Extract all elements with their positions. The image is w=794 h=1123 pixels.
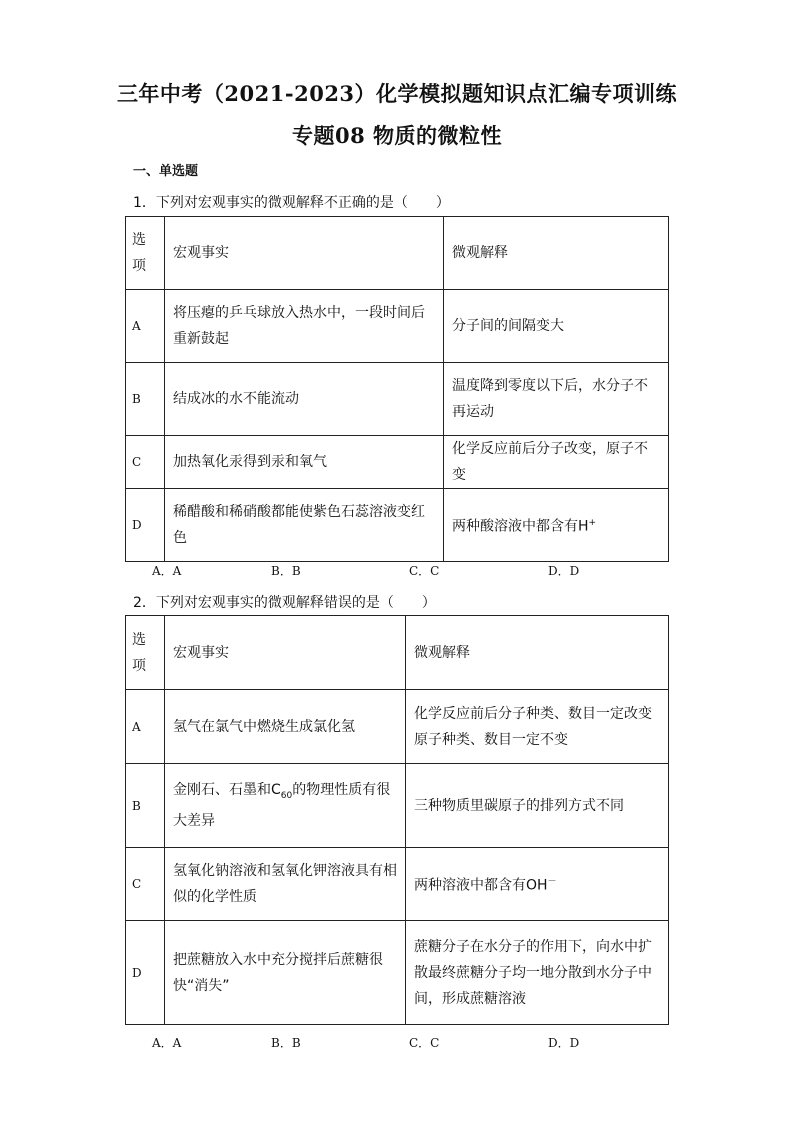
table-row bbox=[126, 290, 669, 363]
row-option: A bbox=[126, 290, 165, 363]
choice-b[interactable]: B．B bbox=[271, 1036, 301, 1050]
macro-text-pre: 金刚石、石墨和C bbox=[173, 781, 281, 798]
row-macro: 加热氧化汞得到汞和氧气 bbox=[165, 436, 444, 489]
header-macro: 宏观事实 bbox=[165, 217, 444, 290]
choice-c[interactable]: C．C bbox=[409, 564, 440, 578]
header-micro: 微观解释 bbox=[444, 217, 669, 290]
micro-text: 两种溶液中都含有OH bbox=[414, 877, 548, 894]
ion-charge: － bbox=[547, 877, 557, 888]
question-1-table bbox=[125, 216, 669, 562]
row-option: D bbox=[126, 489, 165, 562]
choice-d[interactable]: D．D bbox=[548, 1036, 580, 1050]
header-option bbox=[126, 616, 165, 690]
choice-b[interactable]: B．B bbox=[271, 564, 301, 578]
row-micro: 三种物质里碳原子的排列方式不同 bbox=[406, 764, 669, 848]
row-micro: 化学反应前后分子改变，原子不变 bbox=[444, 436, 669, 489]
row-option: C bbox=[126, 848, 165, 921]
table-row bbox=[126, 848, 669, 921]
row-micro bbox=[444, 489, 669, 562]
row-macro: 把蔗糖放入水中充分搅拌后蔗糖很快“消失” bbox=[165, 921, 406, 1025]
row-macro: 氢气在氯气中燃烧生成氯化氢 bbox=[165, 690, 406, 764]
table-header-row bbox=[126, 217, 669, 290]
table-header-row bbox=[126, 616, 669, 690]
question-2-table bbox=[125, 615, 669, 1025]
subscript-60: 60 bbox=[280, 790, 293, 801]
section-heading: 一、单选题 bbox=[133, 164, 199, 179]
table-row bbox=[126, 690, 669, 764]
header-option-text: 选项 bbox=[132, 631, 146, 674]
table-row bbox=[126, 363, 669, 436]
choice-a[interactable]: A．A bbox=[152, 1036, 182, 1050]
row-macro: 将压瘪的乒乓球放入热水中，一段时间后重新鼓起 bbox=[165, 290, 444, 363]
row-option: A bbox=[126, 690, 165, 764]
header-macro: 宏观事实 bbox=[165, 616, 406, 690]
row-macro: 氢氧化钠溶液和氢氧化钾溶液具有相似的化学性质 bbox=[165, 848, 406, 921]
question-2-stem: 2．下列对宏观事实的微观解释错误的是（ ） bbox=[133, 595, 436, 611]
document-subtitle: 专题08 物质的微粒性 bbox=[291, 123, 503, 148]
table-row bbox=[126, 489, 669, 562]
row-micro: 蔗糖分子在水分子的作用下，向水中扩散最终蔗糖分子均一地分散到水分子中间，形成蔗糖溶液 bbox=[406, 921, 669, 1025]
table-row bbox=[126, 921, 669, 1025]
row-micro: 温度降到零度以下后，水分子不再运动 bbox=[444, 363, 669, 436]
header-option-text: 选项 bbox=[132, 232, 146, 274]
micro-text: 两种酸溶液中都含有H bbox=[452, 518, 589, 535]
choice-a[interactable]: A．A bbox=[152, 564, 182, 578]
document-title: 三年中考（2021-2023）化学模拟题知识点汇编专项训练 bbox=[116, 81, 678, 106]
row-micro bbox=[406, 848, 669, 921]
row-option: B bbox=[126, 363, 165, 436]
ion-charge: + bbox=[588, 518, 597, 529]
row-option: D bbox=[126, 921, 165, 1025]
row-micro: 化学反应前后分子种类、数目一定改变原子种类、数目一定不变 bbox=[406, 690, 669, 764]
table-row bbox=[126, 436, 669, 489]
row-option: C bbox=[126, 436, 165, 489]
row-micro: 分子间的间隔变大 bbox=[444, 290, 669, 363]
macro-text-post: 的物理性质有很大差异 bbox=[173, 781, 391, 830]
row-macro bbox=[165, 764, 406, 848]
table-row bbox=[126, 764, 669, 848]
header-micro: 微观解释 bbox=[406, 616, 669, 690]
choice-c[interactable]: C．C bbox=[409, 1036, 440, 1050]
row-macro: 结成冰的水不能流动 bbox=[165, 363, 444, 436]
choice-d[interactable]: D．D bbox=[548, 564, 580, 578]
row-macro: 稀醋酸和稀硝酸都能使紫色石蕊溶液变红色 bbox=[165, 489, 444, 562]
row-option: B bbox=[126, 764, 165, 848]
question-1-stem: 1．下列对宏观事实的微观解释不正确的是（ ） bbox=[133, 195, 450, 211]
header-option bbox=[126, 217, 165, 290]
